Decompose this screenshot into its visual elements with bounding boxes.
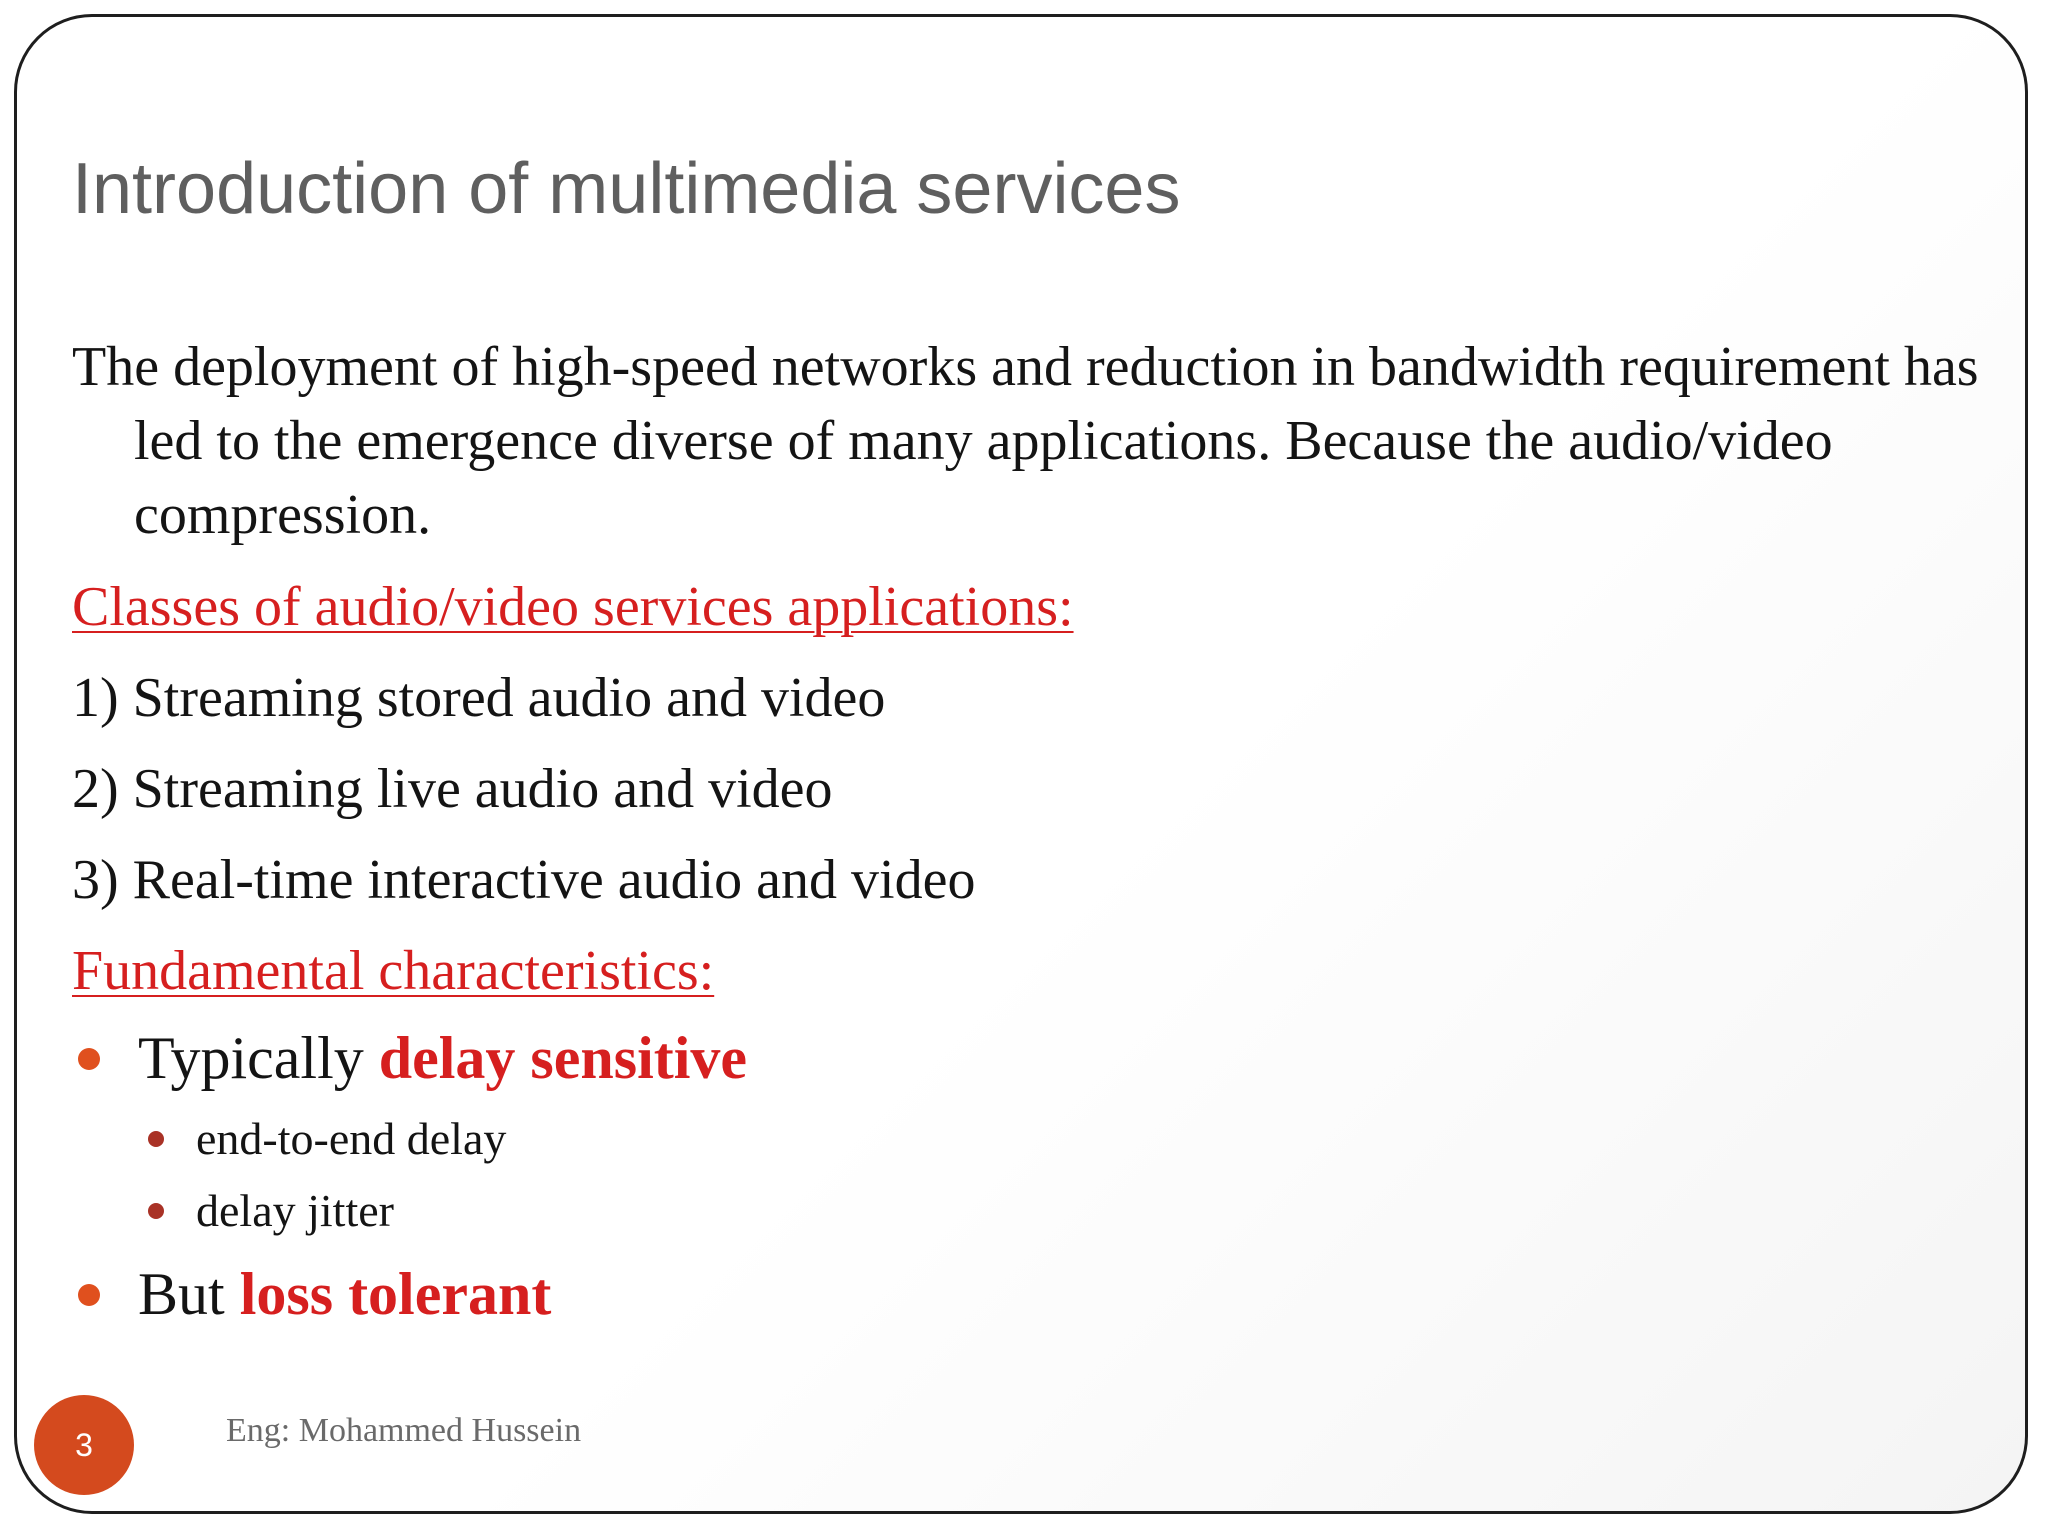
sub-bullet-dot-icon (148, 1131, 164, 1147)
bullet-prefix: Typically (138, 1025, 379, 1091)
sub-bullet-end-to-end-delay (148, 1112, 506, 1165)
bullet-prefix: But (138, 1261, 240, 1327)
class-item-2: 2) Streaming live audio and video (72, 758, 833, 820)
bullet-emphasis: loss tolerant (239, 1261, 552, 1327)
bullet-text (138, 1024, 747, 1093)
sub-bullet-text: end-to-end delay (196, 1113, 507, 1164)
bullet-dot-icon (78, 1048, 100, 1070)
bullet-dot-icon (78, 1284, 100, 1306)
classes-heading: Classes of audio/video services applications: (72, 576, 1074, 638)
class-item-3: 3) Real-time interactive audio and video (72, 849, 976, 911)
slide-title: Introduction of multimedia services (72, 149, 1181, 229)
intro-paragraph: The deployment of high-speed networks and reduction in bandwidth requirement has led to the emergence diverse of many applications. Because the audio/video compression. (72, 336, 1979, 546)
bullet-emphasis: delay sensitive (378, 1025, 748, 1091)
bullet-text (138, 1260, 551, 1329)
bullet-delay-sensitive (78, 1024, 747, 1093)
class-item-1: 1) Streaming stored audio and video (72, 667, 886, 729)
slide-number-badge: 3 (34, 1395, 134, 1495)
characteristics-heading: Fundamental characteristics: (72, 940, 715, 1002)
footer-author: Eng: Mohammed Hussein (226, 1412, 582, 1449)
sub-bullet-delay-jitter (148, 1184, 394, 1237)
sub-bullet-dot-icon (148, 1203, 164, 1219)
sub-bullet-text: delay jitter (196, 1185, 394, 1236)
bullet-loss-tolerant (78, 1260, 551, 1329)
